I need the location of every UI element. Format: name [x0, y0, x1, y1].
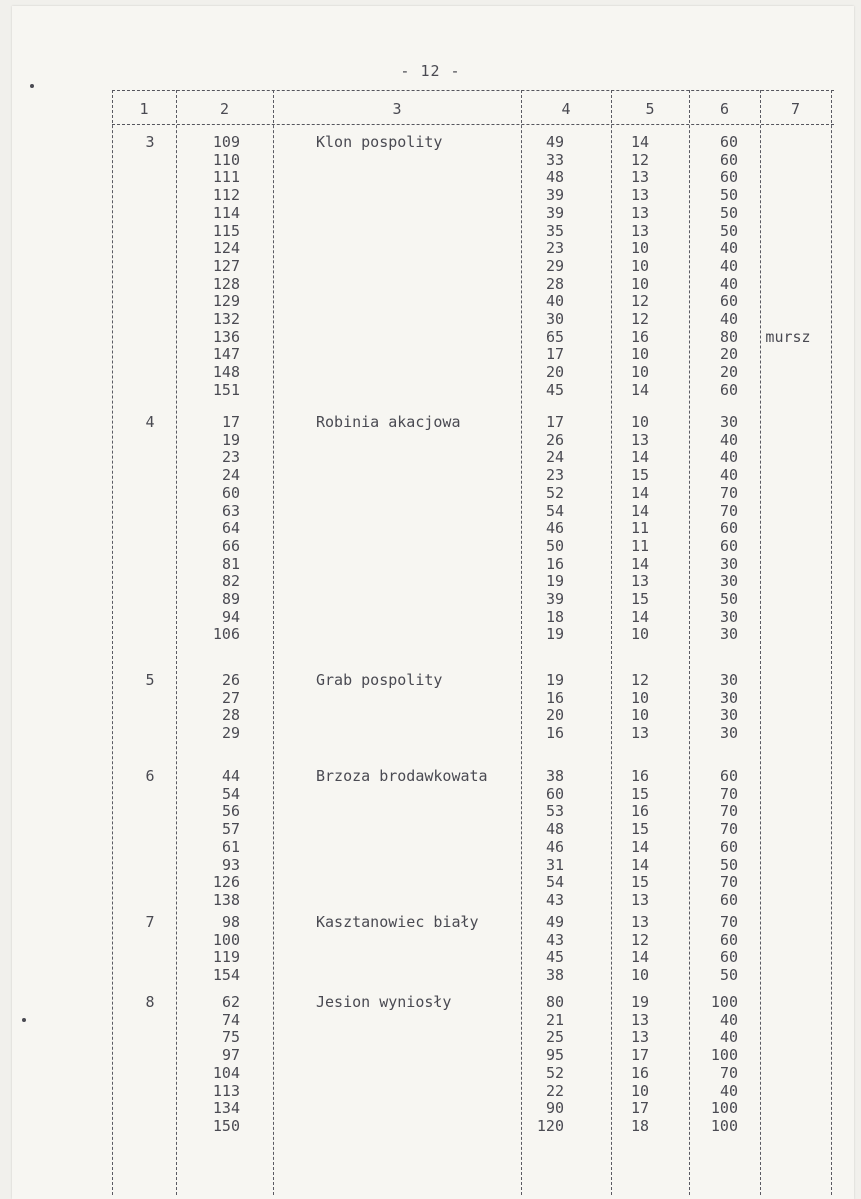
circumference-value: 60	[545, 784, 564, 803]
circumference-value: 23	[545, 466, 564, 485]
circumference-value: 39	[545, 203, 564, 222]
height-value: 14	[630, 380, 650, 399]
crown-value: 50	[719, 855, 738, 874]
tree-number: 23	[221, 448, 240, 467]
crown-value: 40	[719, 310, 738, 328]
height-value: 13	[630, 1010, 650, 1029]
height-value: 12	[630, 930, 650, 949]
height-value: 12	[630, 150, 650, 169]
height-value: 13	[630, 890, 650, 909]
circumference-value: 40	[545, 292, 564, 311]
circumference-value: 90	[545, 1099, 564, 1118]
height-value: 10	[630, 274, 650, 293]
tree-number: 148	[212, 363, 240, 382]
circumference-value: 46	[545, 837, 564, 856]
tree-number: 112	[212, 186, 240, 205]
col-divider-right	[831, 90, 832, 1195]
height-value: 14	[630, 607, 650, 626]
height-value: 13	[630, 724, 650, 743]
circumference-value: 35	[545, 221, 564, 240]
circumference-value: 80	[545, 993, 564, 1011]
header-col-2: 2	[219, 100, 230, 118]
col-divider-4-5	[611, 90, 612, 1195]
group-number: 8	[145, 993, 155, 1011]
height-value: 16	[630, 802, 650, 821]
crown-value: 100	[710, 1099, 738, 1118]
col-divider-3-4	[521, 90, 522, 1195]
height-value: 13	[630, 430, 650, 449]
circumference-value: 43	[545, 890, 564, 909]
tree-number: 24	[221, 466, 240, 485]
height-value: 10	[630, 413, 650, 431]
tree-number: 114	[212, 203, 240, 222]
tree-number: 29	[221, 724, 240, 743]
header-col-7: 7	[790, 100, 801, 118]
tree-number: 127	[212, 256, 240, 275]
height-value: 10	[630, 363, 650, 382]
header-col-5: 5	[645, 100, 655, 118]
crown-value: 40	[719, 430, 738, 449]
height-value: 13	[630, 913, 650, 931]
height-value: 18	[630, 1116, 650, 1135]
crown-value: 60	[719, 150, 738, 169]
tree-number: 54	[221, 784, 240, 803]
circumference-value: 28	[545, 274, 564, 293]
crown-value: 70	[719, 913, 738, 931]
circumference-value: 19	[545, 572, 564, 591]
crown-value: 60	[719, 837, 738, 856]
tree-number: 109	[212, 133, 240, 151]
margin-mark	[30, 84, 34, 88]
height-value: 14	[630, 133, 650, 151]
crown-value: 30	[719, 688, 738, 707]
circumference-value: 23	[545, 239, 564, 258]
height-value: 13	[630, 168, 650, 187]
tree-number: 62	[221, 993, 240, 1011]
height-value: 12	[630, 671, 650, 689]
crown-value: 50	[719, 203, 738, 222]
circumference-value: 95	[545, 1046, 564, 1065]
height-value: 14	[630, 501, 650, 520]
circumference-value: 26	[545, 430, 564, 449]
crown-value: 60	[719, 767, 738, 785]
header-col-6: 6	[719, 100, 730, 118]
group-number: 5	[145, 671, 155, 689]
height-value: 10	[630, 239, 650, 258]
tree-number: 17	[221, 413, 240, 431]
crown-value: 40	[719, 274, 738, 293]
tree-number: 147	[212, 345, 240, 364]
height-value: 13	[630, 203, 650, 222]
circumference-value: 19	[545, 625, 564, 644]
crown-value: 50	[719, 966, 738, 985]
crown-value: 40	[719, 466, 738, 485]
crown-value: 50	[719, 186, 738, 205]
species-name: Klon pospolity	[316, 133, 443, 151]
crown-value: 30	[719, 607, 738, 626]
height-value: 10	[630, 625, 650, 644]
crown-value: 60	[719, 133, 738, 151]
circumference-value: 33	[545, 150, 564, 169]
crown-value: 80	[719, 327, 738, 346]
circumference-value: 46	[545, 519, 564, 538]
header-col-1: 1	[139, 100, 149, 118]
circumference-value: 16	[545, 724, 564, 743]
circumference-value: 45	[545, 948, 564, 967]
tree-number: 138	[212, 890, 240, 909]
tree-number: 61	[221, 837, 240, 856]
circumference-value: 17	[545, 413, 564, 431]
circumference-value: 43	[545, 930, 564, 949]
circumference-value: 25	[545, 1028, 564, 1047]
circumference-value: 24	[545, 448, 564, 467]
height-value: 15	[630, 820, 650, 839]
crown-value: 20	[719, 363, 738, 382]
crown-value: 70	[719, 1063, 738, 1082]
col-divider-left	[112, 90, 113, 1195]
tree-number: 44	[221, 767, 240, 785]
height-value: 19	[630, 993, 650, 1011]
height-value: 11	[630, 536, 650, 555]
species-name: Kasztanowiec biały	[316, 913, 479, 931]
height-value: 14	[630, 554, 650, 573]
height-value: 16	[630, 1063, 650, 1082]
tree-number: 63	[221, 501, 240, 520]
height-value: 12	[630, 292, 650, 311]
tree-number: 106	[212, 625, 240, 644]
tree-number: 134	[212, 1099, 240, 1118]
circumference-value: 18	[545, 607, 564, 626]
tree-number: 60	[221, 483, 240, 502]
circumference-value: 49	[545, 133, 564, 151]
crown-value: 40	[719, 448, 738, 467]
col-divider-1-2	[176, 90, 177, 1195]
circumference-value: 49	[545, 913, 564, 931]
crown-value: 20	[719, 345, 738, 364]
tree-number: 119	[212, 948, 240, 967]
tree-number: 129	[212, 292, 240, 311]
height-value: 14	[630, 483, 650, 502]
group-number: 4	[145, 413, 155, 431]
crown-value: 40	[719, 1028, 738, 1047]
crown-value: 100	[710, 1116, 738, 1135]
group-number: 3	[145, 133, 155, 151]
tree-number: 126	[212, 873, 240, 892]
height-value: 15	[630, 590, 650, 608]
circumference-value: 22	[545, 1081, 564, 1100]
circumference-value: 50	[545, 536, 564, 555]
height-value: 17	[630, 1046, 650, 1065]
tree-number: 104	[212, 1063, 240, 1082]
tree-number: 97	[221, 1046, 240, 1065]
crown-value: 30	[719, 554, 738, 573]
tree-number: 94	[221, 607, 240, 626]
crown-value: 70	[719, 873, 738, 892]
group-number: 7	[145, 913, 155, 931]
height-value: 16	[630, 767, 650, 785]
crown-value: 60	[719, 930, 738, 949]
tree-number: 89	[221, 590, 240, 608]
crown-value: 70	[719, 784, 738, 803]
crown-value: 30	[719, 413, 738, 431]
height-value: 14	[630, 837, 650, 856]
tree-number: 26	[221, 671, 240, 689]
height-value: 15	[630, 784, 650, 803]
header-bottom-rule	[112, 124, 834, 125]
height-value: 14	[630, 855, 650, 874]
species-name: Brzoza brodawkowata	[316, 767, 488, 785]
circumference-value: 38	[545, 966, 564, 985]
species-name: Robinia akacjowa	[316, 413, 461, 431]
crown-value: 60	[719, 168, 738, 187]
circumference-value: 16	[545, 688, 564, 707]
tree-number: 75	[221, 1028, 240, 1047]
crown-value: 60	[719, 536, 738, 555]
tree-number: 154	[212, 966, 240, 985]
tree-number: 28	[221, 706, 240, 725]
circumference-value: 21	[545, 1010, 564, 1029]
height-value: 13	[630, 1028, 650, 1047]
page-number: - 12 -	[400, 62, 461, 80]
circumference-value: 20	[545, 706, 564, 725]
height-value: 15	[630, 466, 650, 485]
crown-value: 30	[719, 671, 738, 689]
tree-number: 124	[212, 239, 240, 258]
tree-number: 66	[221, 536, 240, 555]
height-value: 15	[630, 873, 650, 892]
circumference-value: 39	[545, 186, 564, 205]
circumference-value: 48	[545, 168, 564, 187]
header-col-3: 3	[392, 100, 402, 118]
tree-number: 113	[212, 1081, 240, 1100]
tree-number: 132	[212, 310, 240, 328]
crown-value: 60	[719, 380, 738, 399]
circumference-value: 52	[545, 1063, 564, 1082]
tree-number: 150	[212, 1116, 240, 1135]
tree-number: 98	[221, 913, 240, 931]
circumference-value: 52	[545, 483, 564, 502]
crown-value: 60	[719, 292, 738, 311]
height-value: 12	[630, 310, 650, 328]
tree-number: 56	[221, 802, 240, 821]
species-name: Grab pospolity	[316, 671, 443, 689]
height-value: 14	[630, 448, 650, 467]
tree-number: 111	[212, 168, 240, 187]
crown-value: 70	[719, 483, 738, 502]
circumference-value: 19	[545, 671, 564, 689]
height-value: 11	[630, 519, 650, 538]
tree-number: 82	[221, 572, 240, 591]
tree-number: 136	[212, 327, 240, 346]
tree-number: 93	[221, 855, 240, 874]
crown-value: 30	[719, 724, 738, 743]
height-value: 10	[630, 706, 650, 725]
crown-value: 30	[719, 572, 738, 591]
crown-value: 40	[719, 256, 738, 275]
circumference-value: 31	[545, 855, 564, 874]
circumference-value: 20	[545, 363, 564, 382]
crown-value: 100	[710, 993, 738, 1011]
circumference-value: 29	[545, 256, 564, 275]
circumference-value: 54	[545, 501, 564, 520]
table-top-rule	[112, 90, 834, 91]
height-value: 13	[630, 186, 650, 205]
circumference-value: 30	[545, 310, 564, 328]
height-value: 13	[630, 572, 650, 591]
crown-value: 70	[719, 802, 738, 821]
tree-number: 74	[221, 1010, 240, 1029]
tree-number: 110	[212, 150, 240, 169]
tree-number: 100	[212, 930, 240, 949]
circumference-value: 65	[545, 327, 564, 346]
crown-value: 60	[719, 948, 738, 967]
height-value: 14	[630, 948, 650, 967]
circumference-value: 17	[545, 345, 564, 364]
circumference-value: 48	[545, 820, 564, 839]
tree-number: 128	[212, 274, 240, 293]
crown-value: 70	[719, 501, 738, 520]
crown-value: 60	[719, 890, 738, 909]
circumference-value: 39	[545, 590, 564, 608]
circumference-value: 120	[536, 1116, 564, 1135]
height-value: 10	[630, 1081, 650, 1100]
height-value: 13	[630, 221, 650, 240]
margin-mark	[22, 1018, 26, 1022]
circumference-value: 38	[545, 767, 564, 785]
circumference-value: 16	[545, 554, 564, 573]
height-value: 17	[630, 1099, 650, 1118]
height-value: 10	[630, 688, 650, 707]
crown-value: 40	[719, 239, 738, 258]
crown-value: 50	[719, 590, 738, 608]
crown-value: 60	[719, 519, 738, 538]
height-value: 10	[630, 966, 650, 985]
crown-value: 70	[719, 820, 738, 839]
tree-number: 57	[221, 820, 240, 839]
group-number: 6	[145, 767, 155, 785]
remarks-value: mursz	[765, 327, 811, 346]
height-value: 10	[630, 256, 650, 275]
col-divider-6-7	[760, 90, 761, 1195]
tree-number: 81	[221, 554, 240, 573]
col-divider-2-3	[273, 90, 274, 1195]
crown-value: 50	[719, 221, 738, 240]
tree-number: 19	[221, 430, 240, 449]
tree-number: 115	[212, 221, 240, 240]
species-name: Jesion wyniosły	[316, 993, 452, 1011]
header-col-4: 4	[561, 100, 571, 118]
crown-value: 100	[710, 1046, 738, 1065]
tree-number: 151	[212, 380, 240, 399]
crown-value: 30	[719, 625, 738, 644]
tree-number: 64	[221, 519, 240, 538]
crown-value: 40	[719, 1010, 738, 1029]
tree-number: 27	[221, 688, 240, 707]
crown-value: 30	[719, 706, 738, 725]
height-value: 16	[630, 327, 650, 346]
circumference-value: 53	[545, 802, 564, 821]
circumference-value: 45	[545, 380, 564, 399]
crown-value: 40	[719, 1081, 738, 1100]
height-value: 10	[630, 345, 650, 364]
circumference-value: 54	[545, 873, 564, 892]
